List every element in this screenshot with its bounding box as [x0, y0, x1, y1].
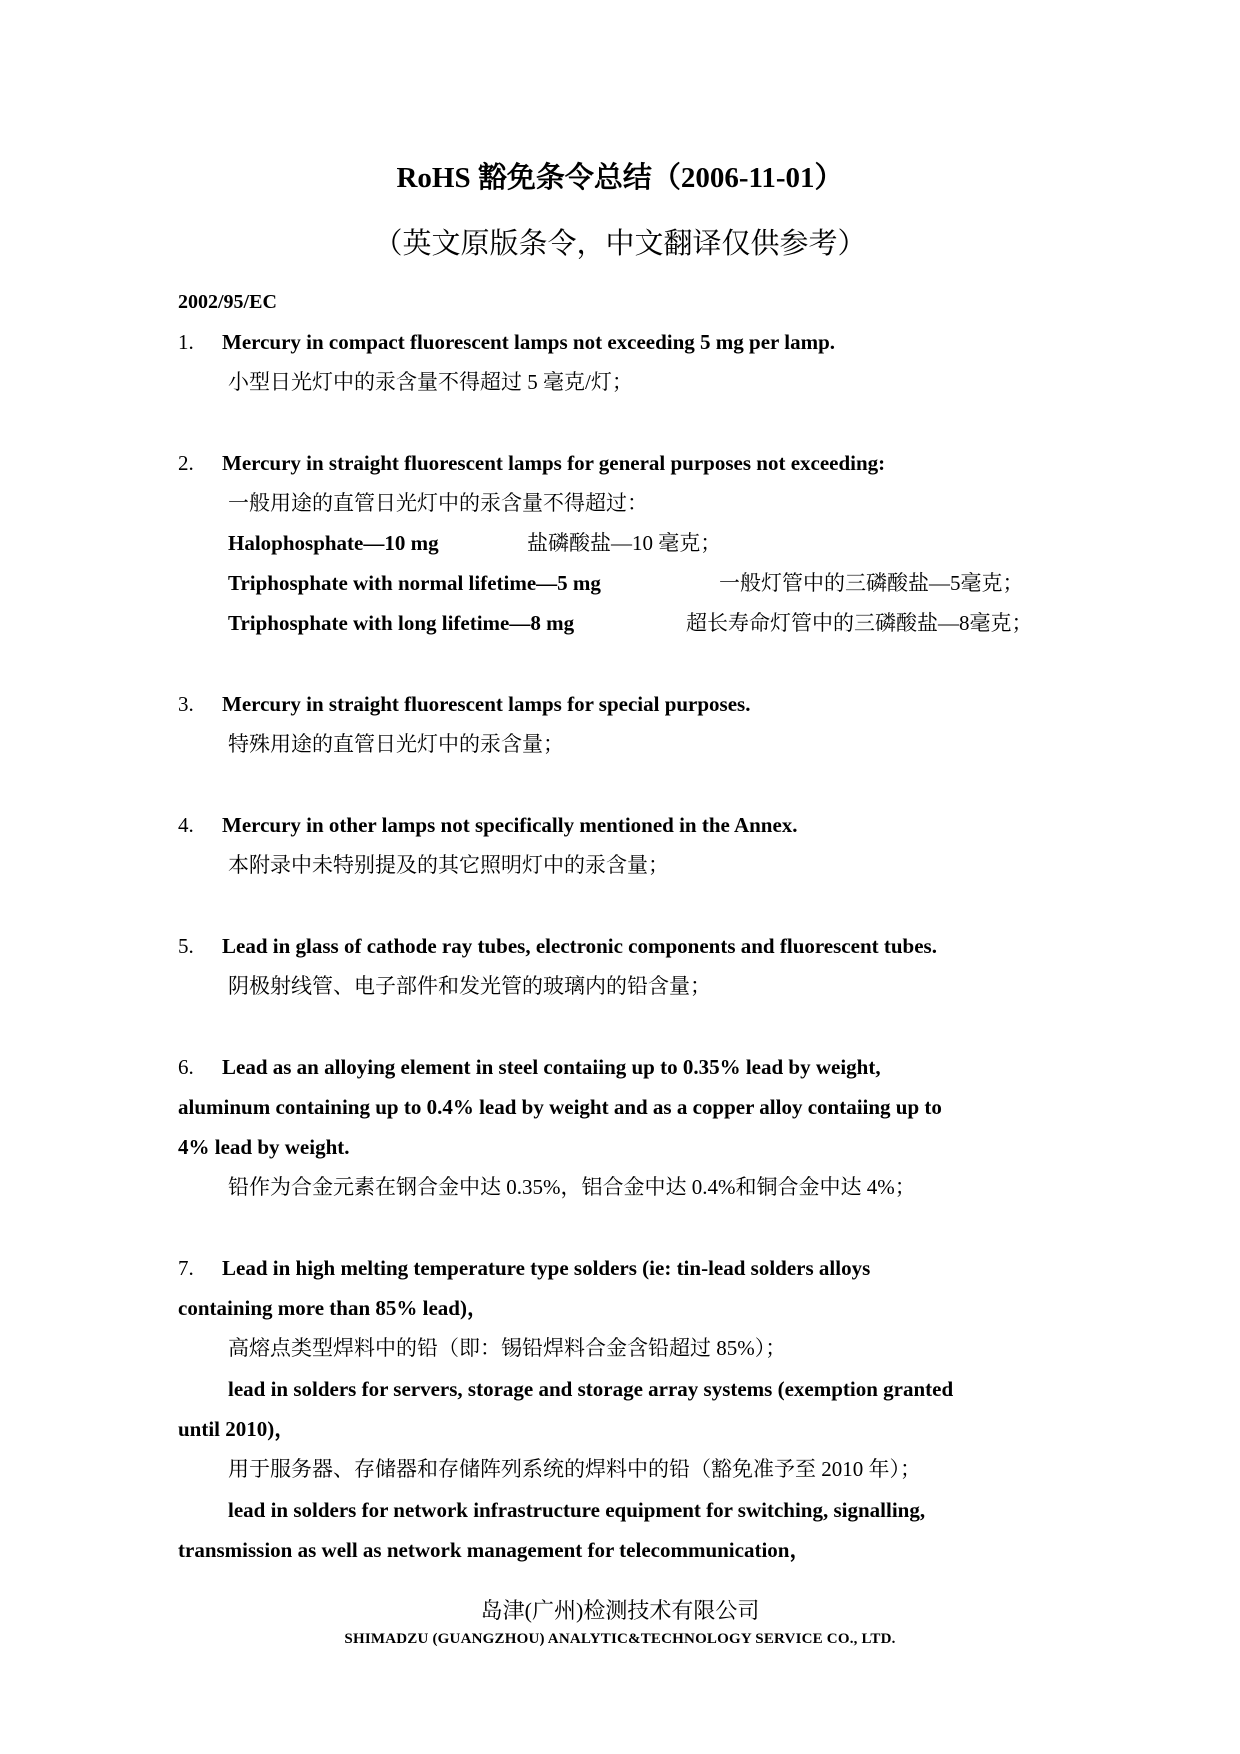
- item-6-chinese: 铅作为合金元素在钢合金中达 0.35%，铝合金中达 0.4%和铜合金中达 4%；: [228, 1175, 916, 1199]
- item-2-english: 2. Mercury in straight fluorescent lamps for general purposes not exceeding:: [178, 451, 886, 475]
- item-7-sub-1-chinese: 用于服务器、存储器和存储阵列系统的焊料中的铅（豁免准予至 2010 年）；: [228, 1457, 921, 1481]
- page-subtitle: （英文原版条令，中文翻译仅供参考）: [373, 228, 867, 260]
- item-7-sub-2-english-line-2: transmission as well as network management for telecommunication，: [178, 1538, 811, 1562]
- item-4-english: 4. Mercury in other lamps not specifically mentioned in the Annex.: [178, 813, 798, 837]
- item-6-english-line-2: aluminum containing up to 0.4% lead by weight and as a copper alloy contaiing up to: [178, 1095, 942, 1119]
- footer-company-english: SHIMADZU (GUANGZHOU) ANALYTIC&TECHNOLOGY SERVICE CO., LTD.: [344, 1631, 896, 1647]
- item-1-english: 1. Mercury in compact fluorescent lamps not exceeding 5 mg per lamp.: [178, 330, 835, 354]
- item-2-chinese: 一般用途的直管日光灯中的汞含量不得超过：: [228, 491, 648, 515]
- directive-number: 2002/95/EC: [178, 291, 277, 313]
- item-6-english-line-1: 6. Lead as an alloying element in steel contaiing up to 0.35% lead by weight,: [178, 1055, 881, 1079]
- item-7-sub-1-english-line-2: until 2010)，: [178, 1417, 296, 1441]
- item-6-english-line-3: 4% lead by weight.: [178, 1135, 350, 1159]
- item-7-english-line-2: containing more than 85% lead)，: [178, 1296, 488, 1320]
- item-1-chinese: 小型日光灯中的汞含量不得超过 5 毫克/灯；: [228, 370, 633, 394]
- item-4-chinese: 本附录中未特别提及的其它照明灯中的汞含量；: [228, 853, 669, 877]
- item-7-chinese: 高熔点类型焊料中的铅（即：锡铅焊料合金含铅超过 85%）；: [228, 1336, 787, 1360]
- footer-company-chinese: 岛津(广州)检测技术有限公司: [480, 1598, 760, 1623]
- item-5-english: 5. Lead in glass of cathode ray tubes, electronic components and fluorescent tubes.: [178, 934, 937, 958]
- page-title: RoHS 豁免条令总结（2006-11-01）: [396, 162, 844, 194]
- item-2-sub-3-chinese: 超长寿命灯管中的三磷酸盐—8毫克；: [686, 611, 1033, 635]
- item-7-sub-1-english-line-1: lead in solders for servers, storage and storage array systems (exemption granted: [228, 1377, 954, 1401]
- item-2-sub-1-english: Halophosphate—10 mg: [228, 531, 439, 555]
- item-2-sub-3-english: Triphosphate with long lifetime—8 mg: [228, 611, 575, 635]
- item-5-chinese: 阴极射线管、电子部件和发光管的玻璃内的铅含量；: [228, 974, 711, 998]
- item-2-sub-1-chinese: 盐磷酸盐—10 毫克；: [527, 531, 722, 555]
- item-2-sub-2-chinese: 一般灯管中的三磷酸盐—5毫克；: [719, 571, 1024, 595]
- item-3-chinese: 特殊用途的直管日光灯中的汞含量；: [228, 732, 564, 756]
- item-3-english: 3. Mercury in straight fluorescent lamps for special purposes.: [178, 692, 751, 716]
- item-2-sub-2-english: Triphosphate with normal lifetime—5 mg: [228, 571, 601, 595]
- item-7-sub-2-english-line-1: lead in solders for network infrastructure equipment for switching, signalling,: [228, 1498, 926, 1522]
- item-7-english-line-1: 7. Lead in high melting temperature type solders (ie: tin-lead solders alloys: [178, 1256, 871, 1280]
